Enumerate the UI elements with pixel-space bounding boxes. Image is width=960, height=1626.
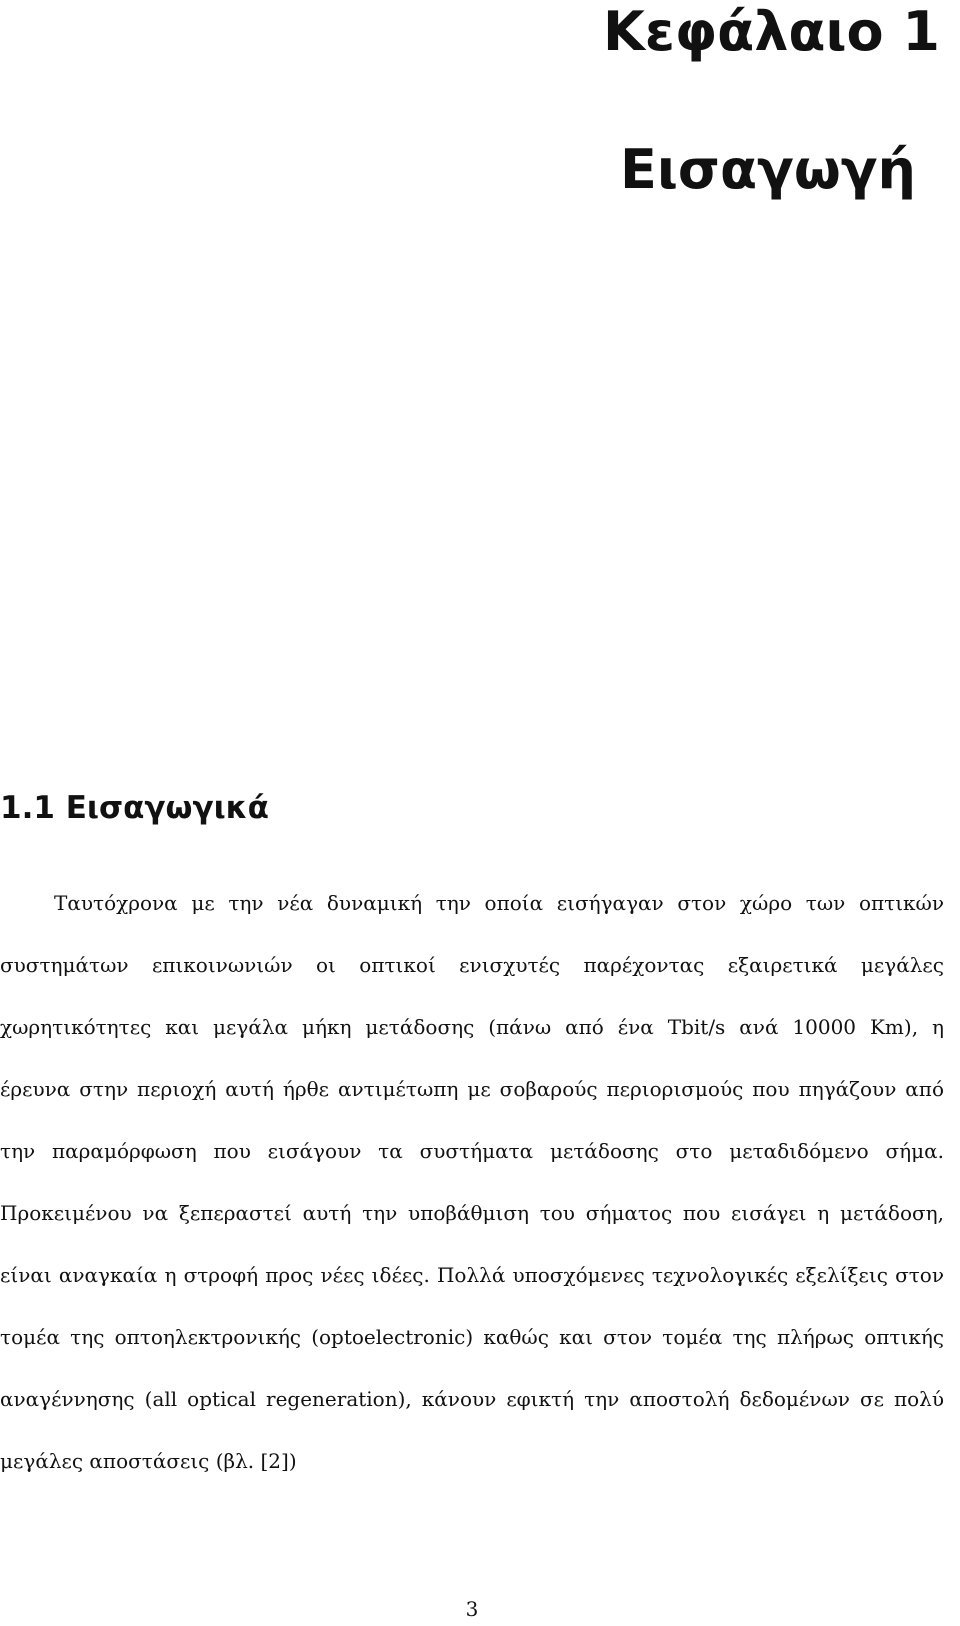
body-paragraph xyxy=(0,872,944,1492)
paragraph-line: έρευνα στην περιοχή αυτή ήρθε αντιμέτωπη με σοβαρούς περιορισμούς που πηγάζουν από xyxy=(0,1077,944,1101)
paragraph-line: συστημάτων επικοινωνιών οι οπτικοί ενισχυτές παρέχοντας εξαιρετικά μεγάλες xyxy=(0,953,944,977)
paragraph-line: αναγέννησης (all optical regeneration), κάνουν εφικτή την αποστολή δεδομένων σε πολύ xyxy=(0,1387,944,1411)
chapter-title: Εισαγωγή xyxy=(619,138,916,201)
paragraph-line: Προκειμένου να ξεπεραστεί αυτή την υποβάθμιση του σήματος που εισάγει η μετάδοση, xyxy=(0,1201,944,1225)
paragraph-line: είναι αναγκαία η στροφή προς νέες ιδέες. Πολλά υποσχόμενες τεχνολογικές εξελίξεις στον xyxy=(0,1263,944,1287)
paragraph-line: χωρητικότητες και μεγάλα μήκη μετάδοσης (πάνω από ένα Tbit/s ανά 10000 Km), η xyxy=(0,1015,944,1039)
page-number: 3 xyxy=(465,1597,479,1621)
paragraph-line: τομέα της οπτοηλεκτρονικής (optoelectronic) καθώς και στον τομέα της πλήρως οπτικής xyxy=(0,1325,944,1349)
paragraph-line: Ταυτόχρονα με την νέα δυναμική την οποία εισήγαγαν στον χώρο των οπτικών xyxy=(54,891,944,915)
paragraph-line: την παραμόρφωση που εισάγουν τα συστήματα μετάδοσης στο μεταδιδόμενο σήμα. xyxy=(0,1139,944,1163)
section-heading: 1.1 Εισαγωγικά xyxy=(0,790,269,826)
chapter-label: Κεφάλαιο 1 xyxy=(602,0,940,63)
paragraph-line: μεγάλες αποστάσεις (βλ. [2]) xyxy=(0,1449,297,1473)
